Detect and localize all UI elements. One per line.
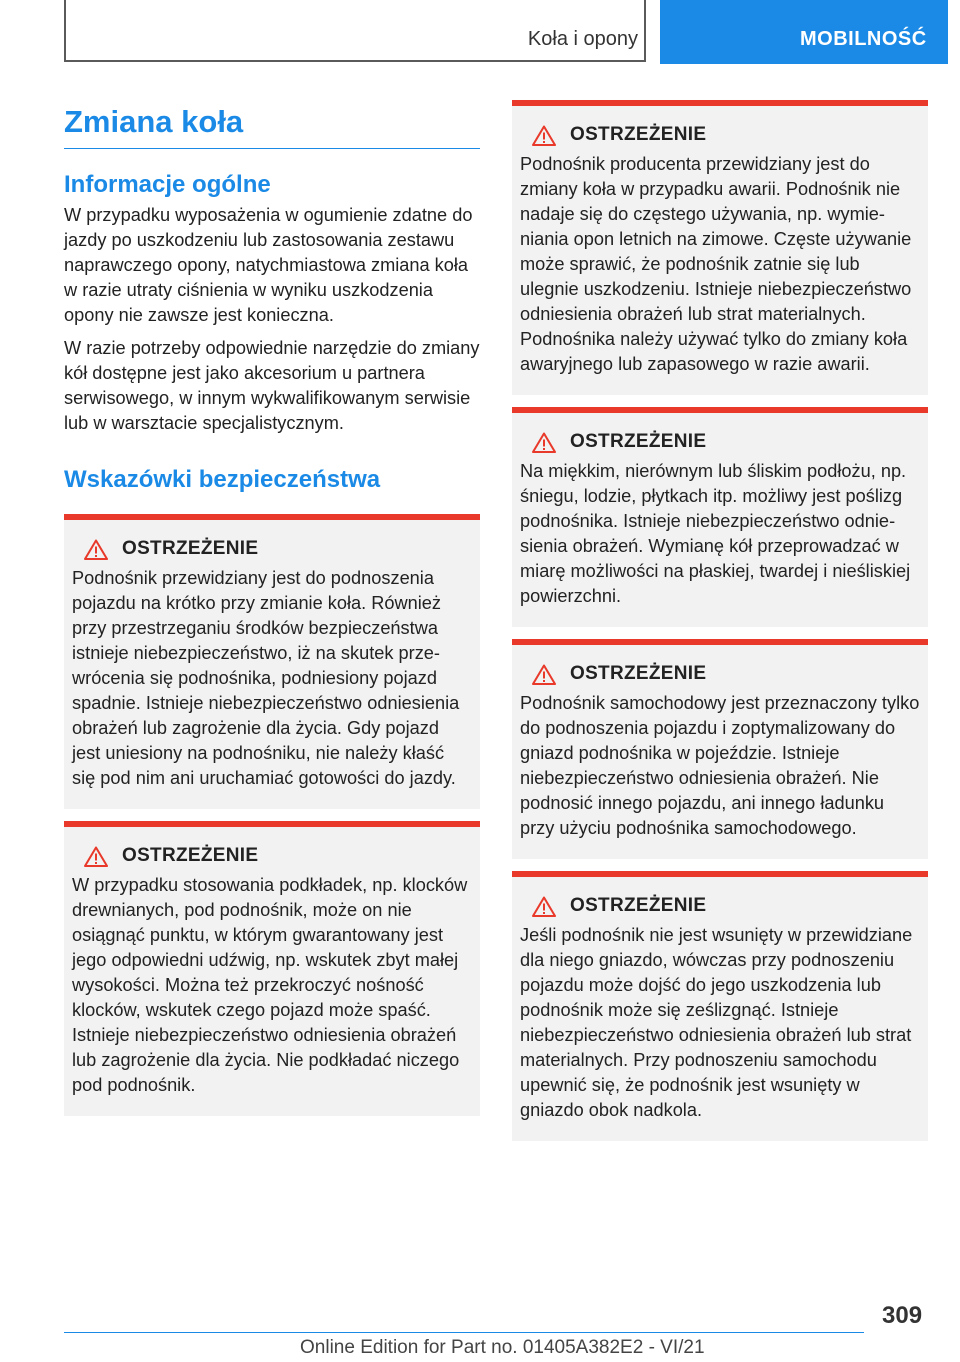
warning-box: [64, 821, 480, 1116]
left-column: [64, 100, 480, 1128]
warning-title: OSTRZEŻENIE: [122, 845, 259, 866]
footer-edition: Online Edition for Part no. 01405A382E2 - VI/21: [300, 1337, 705, 1358]
warning-box: [512, 100, 928, 395]
warning-triangle-icon: [84, 846, 108, 867]
warning-box: [512, 871, 928, 1141]
warning-box: [512, 407, 928, 627]
warning-title: OSTRZEŻENIE: [122, 538, 259, 559]
right-column: [512, 100, 928, 1153]
warning-triangle-icon: [84, 539, 108, 560]
warning-title: OSTRZEŻENIE: [570, 663, 707, 684]
general-paragraph-2: W razie potrzeby odpowiednie narzędzie do zmiany kół dostępne jest jako akcesorium u partnera serwisowego, w innym wykwalifikowanym serwisie lub w warsztacie specjalistycznym.: [64, 338, 480, 433]
warning-triangle-icon: [532, 432, 556, 453]
warning-text: Na miękkim, nierównym lub śliskim podłożu, np. śniegu, lodzie, płytkach itp. możliwy jest poślizg podnośnika. Istnieje niebezpieczeństwo odniesienia obrażeń. Wymianę kół przeprowadzać w miarę możliwości na płaskiej, twardej i nieśliskiej powierzchni.: [520, 461, 911, 606]
warning-text: Podnośnik przewidziany jest do podnoszenia pojazdu na krótko przy zmianie koła. Również przy przestrzeganiu środków bezpieczeństwa istnieje niebezpieczeństwo, iż na skutek przewrócenia się podnośnika, podniesiony pojazd spadnie. Istnieje niebezpieczeństwo odniesienia obrażeń lub zagrożenie dla życia. Gdy pojazd jest uniesiony na podnośniku, nie należy kłaść się pod nim ani uruchamiać gotowości do jazdy.: [72, 568, 460, 788]
header-chapter-tab[interactable]: MOBILNOŚĆ: [660, 0, 948, 64]
warning-title: OSTRZEŻENIE: [570, 895, 707, 916]
warning-triangle-icon: [532, 896, 556, 917]
footer-divider: [64, 1332, 864, 1333]
safety-heading: Wskazówki bezpieczeństwa: [64, 466, 381, 493]
warning-box: [512, 639, 928, 859]
page-number: 309: [882, 1302, 923, 1329]
page-title: Zmiana koła: [64, 104, 480, 149]
general-paragraph-1: W przypadku wyposażenia w ogumienie zdatne do jazdy po uszkodzeniu lub zastosowania zestawu naprawczego opony, natychmiastowa zmiana koła w razie utraty ciśnienia w wyniku uszkodzenia opony nie zawsze jest konieczna.: [64, 205, 473, 325]
warning-triangle-icon: [532, 125, 556, 146]
general-heading: Informacje ogólne: [64, 171, 271, 198]
warning-box: [64, 514, 480, 809]
warning-title: OSTRZEŻENIE: [570, 431, 707, 452]
warning-text: Podnośnik samochodowy jest przeznaczony tylko do podnoszenia pojazdu i zoptymalizowany do gniazd podnośnika w pojeździe. Istnieje niebezpieczeństwo odniesienia obrażeń. Nie podnosić innego pojazdu, ani innego ładunku przy użyciu podnośnika samochodowego.: [520, 693, 920, 838]
warning-text: W przypadku stosowania podkładek, np. klocków drewnianych, pod podnośnik, może on nie osiągnąć punktu, w którym gwarantowany jest jego odpowiedni udźwig, np. wskutek zbyt małej wysokości. Można też przekroczyć nośność klocków, wskutek czego pojazd może spaść. Istnieje niebezpieczeństwo odniesienia obrażeń lub zagrożenie dla życia. Nie podkładać niczego pod podnośnik.: [72, 875, 468, 1095]
warning-text: Jeśli podnośnik nie jest wsunięty w przewidziane dla niego gniazdo, wówczas przy podnoszeniu pojazdu może dojść do jego uszkodzenia lub podnośnik może się ześlizgnąć. Istnieje niebezpieczeństwo odniesienia obrażeń lub strat materialnych. Przy podnoszeniu samochodu upewnić się, że podnośnik jest wsunięty w gniazdo obok nadkola.: [520, 925, 913, 1120]
warning-title: OSTRZEŻENIE: [570, 124, 707, 145]
header-section-title: Koła i opony: [527, 28, 638, 50]
warning-triangle-icon: [532, 664, 556, 685]
warning-text: Podnośnik producenta przewidziany jest do zmiany koła w przypadku awarii. Podnośnik nie nadaje się do częstego używania, np. wymieniania opon letnich na zimowe. Częste używanie może sprawić, że podnośnik zatnie się lub ulegnie uszkodzeniu. Istnieje niebezpieczeństwo odniesienia obrażeń lub strat materialnych. Podnośnika należy używać tylko do zmiany koła awaryjnego lub zapasowego w razie awarii.: [520, 154, 912, 374]
